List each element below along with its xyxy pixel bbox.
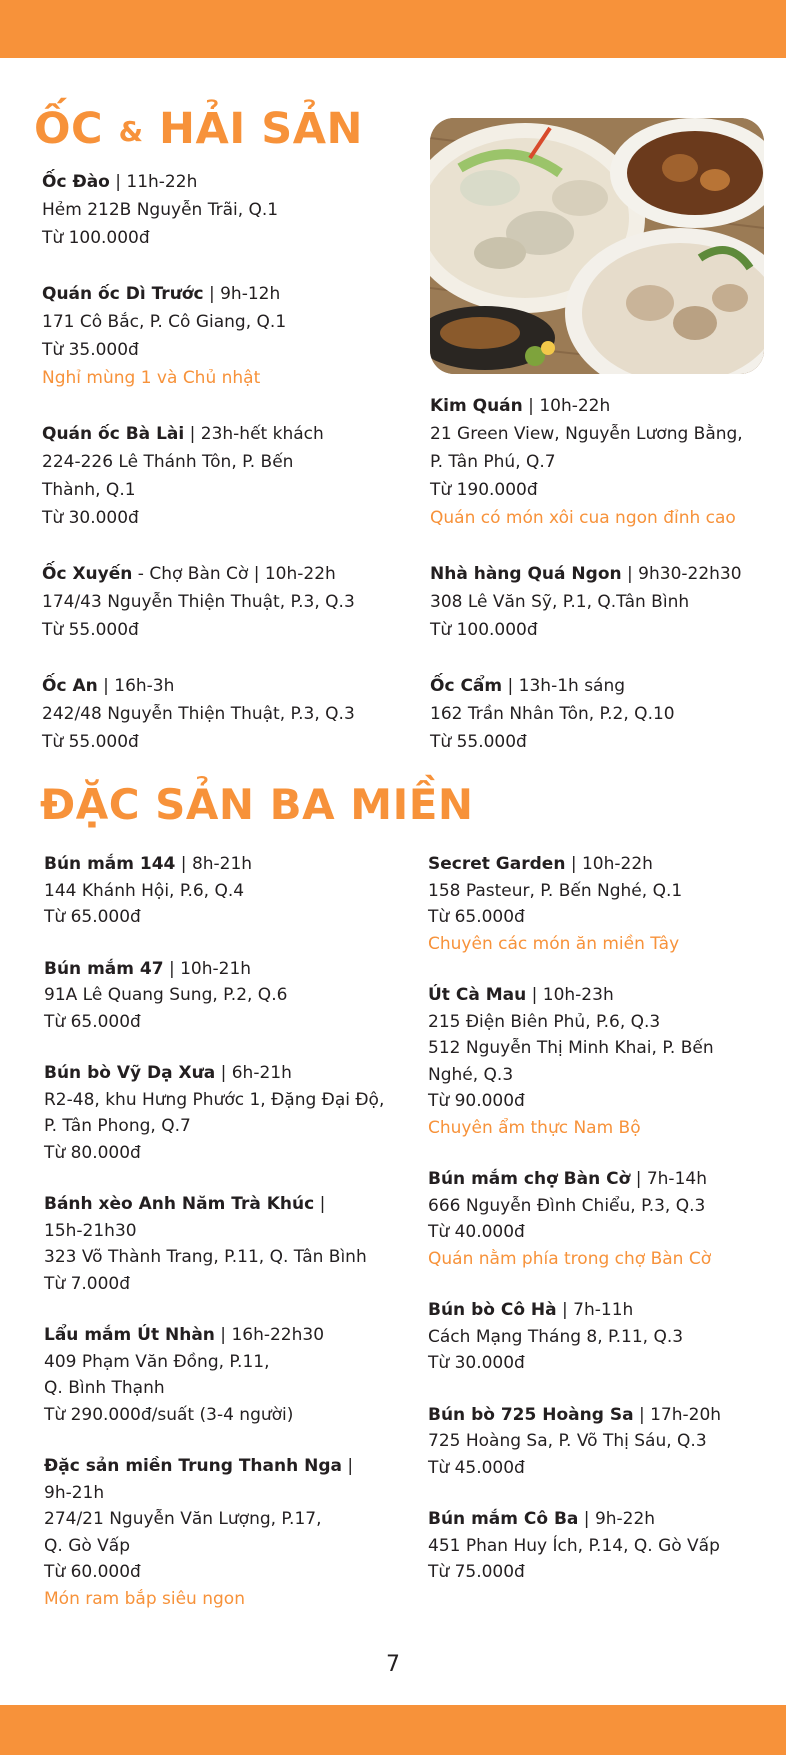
restaurant-entry: Bún bò Cô Hà | 7h-11h Cách Mạng Tháng 8, P.11, Q.3 Từ 30.000đ: [428, 1297, 780, 1377]
restaurant-name: Ốc Đào: [42, 172, 110, 192]
address: 91A Lê Quang Sung, P.2, Q.6: [44, 985, 288, 1005]
restaurant-entry: Bún bò 725 Hoàng Sa | 17h-20h 725 Hoàng Sa, P. Võ Thị Sáu, Q.3 Từ 45.000đ: [428, 1402, 780, 1482]
seafood-list-left: [42, 168, 402, 784]
highlight-note: Quán có món xôi cua ngon đỉnh cao: [430, 508, 736, 528]
address: 323 Võ Thành Trang, P.11, Q. Tân Bình: [44, 1247, 367, 1267]
restaurant-entry: Nhà hàng Quá Ngon | 9h30-22h30 308 Lê Văn Sỹ, P.1, Q.Tân Bình Từ 100.000đ: [430, 560, 780, 644]
address: Cách Mạng Tháng 8, P.11, Q.3: [428, 1326, 684, 1347]
price: Từ 290.000đ/suất (3-4 người): [44, 1404, 294, 1425]
address: 451 Phan Huy Ích, P.14, Q. Gò Vấp: [428, 1535, 720, 1556]
bottom-accent-band: [0, 1705, 786, 1755]
opening-hours: Chợ Bàn Cờ | 10h-22h: [149, 564, 336, 584]
highlight-note: Nghỉ mùng 1 và Chủ nhật: [42, 368, 261, 388]
highlight-note: Chuyên ẩm thực Nam Bộ: [428, 1117, 641, 1138]
specialties-list-right: [428, 851, 780, 1611]
restaurant-name: Nhà hàng Quá Ngon: [430, 564, 622, 584]
address: 308 Lê Văn Sỹ, P.1, Q.Tân Bình: [430, 592, 690, 612]
restaurant-name: Ốc Cẩm: [430, 676, 503, 696]
address: P. Tân Phú, Q.7: [430, 452, 556, 472]
address: 171 Cô Bắc, P. Cô Giang, Q.1: [42, 312, 287, 332]
opening-hours: 15h-21h30: [44, 1220, 137, 1241]
restaurant-name: Bún mắm 47: [44, 958, 164, 979]
seafood-list-right: [430, 392, 780, 784]
opening-hours: 9h-21h: [44, 1482, 105, 1503]
restaurant-name: Quán ốc Bà Lài: [42, 424, 185, 444]
address: 215 Điện Biên Phủ, P.6, Q.3: [428, 1011, 661, 1032]
restaurant-entry: Ốc An | 16h-3h 242/48 Nguyễn Thiện Thuật, P.3, Q.3 Từ 55.000đ: [42, 672, 402, 756]
address: Nghé, Q.3: [428, 1064, 514, 1085]
address: 512 Nguyễn Thị Minh Khai, P. Bến: [428, 1038, 714, 1058]
address: 409 Phạm Văn Đồng, P.11,: [44, 1351, 270, 1372]
opening-hours: 10h-21h: [180, 958, 252, 979]
opening-hours: 16h-3h: [114, 676, 175, 696]
page-number: 7: [386, 1652, 400, 1677]
restaurant-entry: Bún mắm 47 | 10h-21h 91A Lê Quang Sung, P.2, Q.6 Từ 65.000đ: [44, 956, 404, 1036]
price: Từ 190.000đ: [430, 480, 538, 500]
restaurant-name: Bún bò Vỹ Dạ Xưa: [44, 1063, 216, 1083]
opening-hours: 8h-21h: [191, 854, 253, 874]
restaurant-entry: Quán ốc Bà Lài | 23h-hết khách 224-226 Lê Thánh Tôn, P. Bến Thành, Q.1 Từ 30.000đ: [42, 420, 402, 532]
highlight-note: Món ram bắp siêu ngon: [44, 1588, 245, 1609]
restaurant-entry: Kim Quán | 10h-22h 21 Green View, Nguyễn Lương Bằng, P. Tân Phú, Q.7 Từ 190.000đ Quán có món xôi cua ngon đỉnh cao: [430, 392, 780, 532]
price: Từ 40.000đ: [428, 1222, 525, 1242]
restaurant-name: Bún bò 725 Hoàng Sa: [428, 1404, 634, 1425]
opening-hours: 9h-12h: [220, 284, 281, 304]
address: 242/48 Nguyễn Thiện Thuật, P.3, Q.3: [42, 704, 355, 724]
address: 725 Hoàng Sa, P. Võ Thị Sáu, Q.3: [428, 1431, 707, 1451]
address: 162 Trần Nhân Tôn, P.2, Q.10: [430, 704, 675, 724]
restaurant-name: Ốc An: [42, 676, 98, 696]
price: Từ 45.000đ: [428, 1457, 525, 1478]
address: Thành, Q.1: [42, 480, 136, 500]
address: 144 Khánh Hội, P.6, Q.4: [44, 880, 245, 901]
restaurant-name: Bún mắm chợ Bàn Cờ: [428, 1169, 631, 1189]
address: 158 Pasteur, P. Bến Nghé, Q.1: [428, 880, 683, 901]
address: P. Tân Phong, Q.7: [44, 1116, 191, 1136]
restaurant-name: Kim Quán: [430, 396, 523, 416]
restaurant-entry: Đặc sản miền Trung Thanh Nga | 9h-21h 274/21 Nguyễn Văn Lượng, P.17, Q. Gò Vấp Từ 60.000đ Món ram bắp siêu ngon: [44, 1453, 404, 1612]
restaurant-name: Lẩu mắm Út Nhàn: [44, 1325, 215, 1345]
restaurant-name: Bún mắm Cô Ba: [428, 1509, 579, 1529]
opening-hours: 11h-22h: [126, 172, 198, 192]
restaurant-entry: Bún mắm Cô Ba | 9h-22h 451 Phan Huy Ích, P.14, Q. Gò Vấp Từ 75.000đ: [428, 1506, 780, 1586]
highlight-note: Quán nằm phía trong chợ Bàn Cờ: [428, 1248, 712, 1269]
price: Từ 7.000đ: [44, 1273, 131, 1294]
restaurant-name: Bún bò Cô Hà: [428, 1300, 557, 1320]
address: Q. Gò Vấp: [44, 1535, 131, 1556]
opening-hours: 10h-22h: [539, 396, 611, 416]
opening-hours: 10h-22h: [581, 854, 653, 874]
price: Từ 55.000đ: [42, 620, 139, 640]
restaurant-name: Quán ốc Dì Trước: [42, 284, 204, 304]
address: 666 Nguyễn Đình Chiểu, P.3, Q.3: [428, 1195, 706, 1216]
restaurant-name: Bún mắm 144: [44, 854, 176, 874]
price: Từ 55.000đ: [430, 732, 527, 752]
opening-hours: 7h-11h: [573, 1300, 634, 1320]
price: Từ 100.000đ: [42, 228, 150, 248]
opening-hours: 16h-22h30: [231, 1325, 325, 1345]
top-accent-band: [0, 0, 786, 58]
address: 174/43 Nguyễn Thiện Thuật, P.3, Q.3: [42, 592, 355, 612]
price: Từ 30.000đ: [428, 1353, 525, 1373]
restaurant-name: Út Cà Mau: [428, 985, 527, 1005]
price: Từ 65.000đ: [44, 907, 141, 927]
restaurant-entry: Secret Garden | 10h-22h 158 Pasteur, P. Bến Nghé, Q.1 Từ 65.000đ Chuyên các món ăn miền Tây: [428, 851, 780, 957]
restaurant-entry: Ốc Cẩm | 13h-1h sáng 162 Trần Nhân Tôn, P.2, Q.10 Từ 55.000đ: [430, 672, 780, 756]
restaurant-name: Đặc sản miền Trung Thanh Nga: [44, 1456, 342, 1476]
restaurant-entry: Ốc Đào | 11h-22h Hẻm 212B Nguyễn Trãi, Q.1 Từ 100.000đ: [42, 168, 402, 252]
restaurant-entry: Bánh xèo Anh Năm Trà Khúc | 15h-21h30 323 Võ Thành Trang, P.11, Q. Tân Bình Từ 7.000đ: [44, 1191, 404, 1297]
address: 21 Green View, Nguyễn Lương Bằng,: [430, 424, 743, 444]
price: Từ 80.000đ: [44, 1142, 141, 1163]
opening-hours: 23h-hết khách: [200, 424, 324, 444]
section-title-seafood: ỐC & HẢI SẢN: [34, 104, 363, 154]
opening-hours: 9h30-22h30: [638, 564, 742, 584]
seafood-dishes-photo: [430, 118, 764, 374]
section-title-regional-specialties: ĐẶC SẢN BA MIỀN: [40, 780, 474, 829]
restaurant-entry: Lẩu mắm Út Nhàn | 16h-22h30 409 Phạm Văn Đồng, P.11, Q. Bình Thạnh Từ 290.000đ/suất (3-4 người): [44, 1322, 404, 1428]
opening-hours: 10h-23h: [542, 985, 614, 1005]
restaurant-name: Secret Garden: [428, 854, 566, 874]
address: Hẻm 212B Nguyễn Trãi, Q.1: [42, 200, 279, 220]
restaurant-name: Bánh xèo Anh Năm Trà Khúc: [44, 1194, 315, 1214]
price: Từ 30.000đ: [42, 508, 139, 528]
restaurant-entry: Út Cà Mau | 10h-23h 215 Điện Biên Phủ, P.6, Q.3 512 Nguyễn Thị Minh Khai, P. Bến Nghé, Q.3 Từ 90.000đ Chuyên ẩm thực Nam Bộ: [428, 982, 780, 1141]
restaurant-name: Ốc Xuyến: [42, 564, 133, 584]
price: Từ 90.000đ: [428, 1091, 525, 1111]
price: Từ 100.000đ: [430, 620, 538, 640]
restaurant-entry: Bún mắm 144 | 8h-21h 144 Khánh Hội, P.6, Q.4 Từ 65.000đ: [44, 851, 404, 931]
price: Từ 75.000đ: [428, 1562, 525, 1582]
restaurant-entry: Quán ốc Dì Trước | 9h-12h 171 Cô Bắc, P. Cô Giang, Q.1 Từ 35.000đ Nghỉ mùng 1 và Chủ nhật: [42, 280, 402, 392]
price: Từ 55.000đ: [42, 732, 139, 752]
address: 274/21 Nguyễn Văn Lượng, P.17,: [44, 1509, 322, 1529]
restaurant-entry: Ốc Xuyến - Chợ Bàn Cờ | 10h-22h 174/43 Nguyễn Thiện Thuật, P.3, Q.3 Từ 55.000đ: [42, 560, 402, 644]
address: R2-48, khu Hưng Phước 1, Đặng Đại Độ,: [44, 1089, 385, 1110]
address: Q. Bình Thạnh: [44, 1378, 165, 1398]
price: Từ 60.000đ: [44, 1562, 141, 1582]
restaurant-entry: Bún bò Vỹ Dạ Xưa | 6h-21h R2-48, khu Hưng Phước 1, Đặng Đại Độ, P. Tân Phong, Q.7 Từ 80.000đ: [44, 1060, 404, 1166]
opening-hours: 9h-22h: [594, 1509, 656, 1529]
opening-hours: 6h-21h: [231, 1063, 292, 1083]
opening-hours: 7h-14h: [646, 1169, 707, 1189]
opening-hours: 17h-20h: [650, 1404, 722, 1425]
price: Từ 35.000đ: [42, 340, 139, 360]
address: 224-226 Lê Thánh Tôn, P. Bến: [42, 452, 294, 472]
price: Từ 65.000đ: [44, 1011, 141, 1032]
highlight-note: Chuyên các món ăn miền Tây: [428, 933, 680, 954]
specialties-list-left: [44, 851, 404, 1637]
restaurant-entry: Bún mắm chợ Bàn Cờ | 7h-14h 666 Nguyễn Đình Chiểu, P.3, Q.3 Từ 40.000đ Quán nằm phía trong chợ Bàn Cờ: [428, 1166, 780, 1272]
opening-hours: 13h-1h sáng: [518, 676, 626, 696]
price: Từ 65.000đ: [428, 907, 525, 927]
